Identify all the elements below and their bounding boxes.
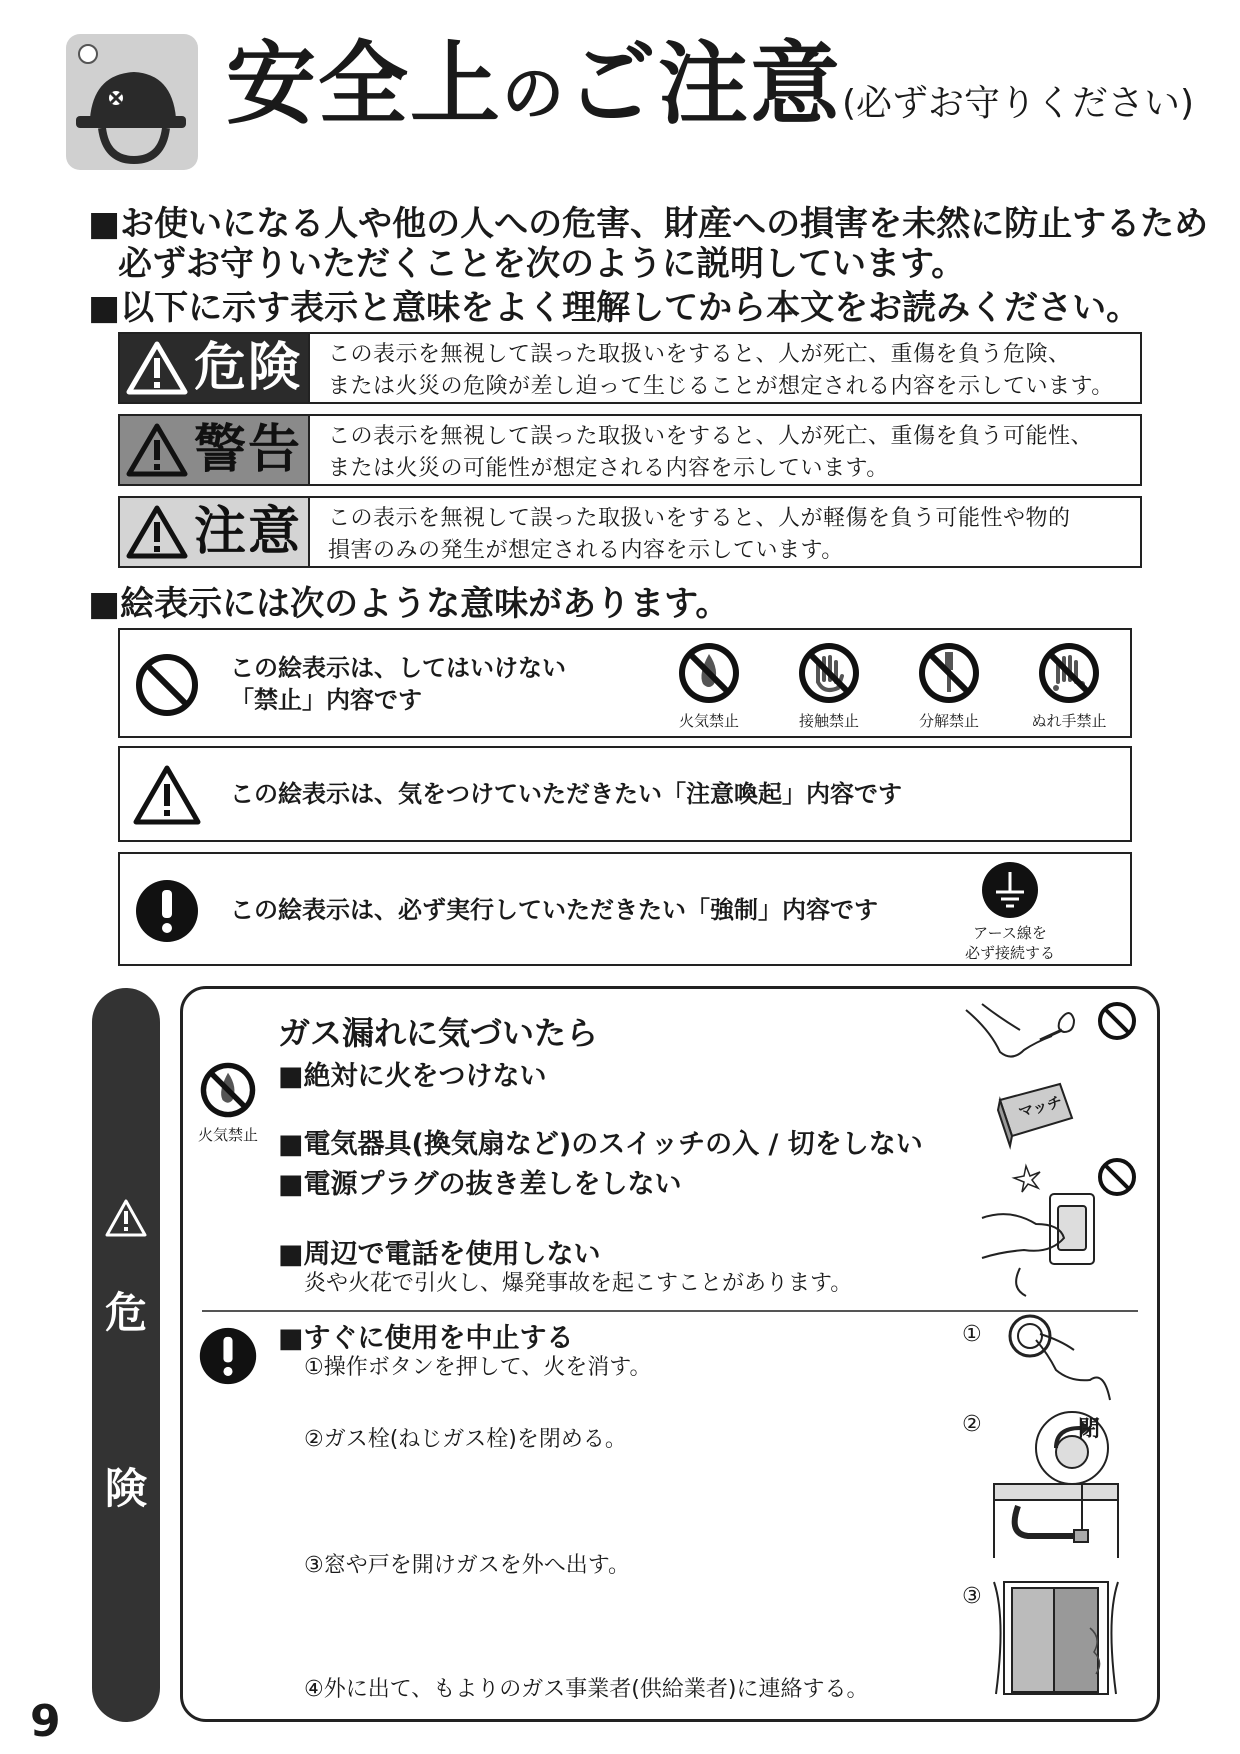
danger-tab-char-1: 危 [104, 1288, 147, 1337]
danger-side-tab [92, 988, 160, 1722]
level-danger-description [310, 334, 1140, 402]
match-box-label: マッチ [1016, 1092, 1065, 1122]
no-fire-icon [676, 640, 742, 706]
stop-use-title: ■すぐに使用を中止する [278, 1323, 574, 1354]
no-fire-label: 火気禁止 [197, 1126, 258, 1144]
step-3: ③窓や戸を開けガスを外へ出す。 [304, 1553, 630, 1578]
level-danger-label-area [120, 334, 310, 402]
match-lighting-illustration [960, 1000, 1090, 1150]
prohibit-text-2: 「禁止」内容です [230, 686, 422, 714]
intro-line-1: ■お使いになる人や他の人への危害、財産への損害を未然に防止するため [88, 204, 1209, 244]
step-4: ④外に出て、もよりのガス事業者(供給業者)に連絡する。 [304, 1677, 869, 1702]
plug-outlet-illustration [980, 1158, 1100, 1298]
no-fire-icon [198, 1060, 258, 1120]
section-divider [202, 1310, 1138, 1312]
level-danger-desc-line1: この表示を無視して誤った取扱いをすると、人が死亡、重傷を負う危険、 [328, 342, 1071, 367]
gas-pipe-illustration [992, 1480, 1120, 1560]
helmet-icon [72, 56, 192, 166]
gas-leak-item-4: ■周辺で電話を使用しない [278, 1239, 601, 1270]
danger-tab-char-2: 険 [104, 1464, 147, 1513]
page-title-part1: 安全上 [226, 32, 502, 137]
gas-leak-item-2: ■電気器具(換気扇など)のスイッチの入 / 切をしない [278, 1129, 923, 1160]
warning-triangle-icon [126, 505, 188, 559]
step-2: ②ガス栓(ねじガス栓)を閉める。 [304, 1427, 627, 1452]
page-subtitle: (必ずお守りください) [842, 83, 1195, 124]
intro-line-3: ■以下に示す表示と意味をよく理解してから本文をお読みください。 [88, 288, 1141, 328]
no-wet-hands-icon [1036, 640, 1102, 706]
gas-leak-item-1: ■絶対に火をつけない [278, 1061, 547, 1092]
mandatory-icon [198, 1326, 258, 1386]
page-title-no: の [502, 57, 567, 130]
no-touch-label: 接触禁止 [798, 712, 859, 730]
page-title [226, 32, 1195, 137]
level-caution-desc-line2: 損害のみの発生が想定される内容を示しています。 [328, 537, 844, 563]
page-number: 9 [30, 1696, 61, 1747]
level-danger-label: 危険 [193, 338, 302, 398]
level-danger-box [118, 332, 1142, 404]
illustration-number-1: ① [962, 1322, 982, 1347]
mandatory-icon [134, 878, 200, 944]
level-danger-desc-line2: または火災の危険が差し迫って生じることが想定される内容を示しています。 [328, 373, 1114, 399]
gas-valve-illustration [1026, 1408, 1118, 1488]
level-warning-desc-line2: または火災の可能性が想定される内容を示しています。 [328, 455, 889, 481]
level-caution-box [118, 496, 1142, 568]
push-button-illustration [1000, 1310, 1120, 1410]
earth-label-2: 必ず接続する [964, 944, 1055, 962]
caution-pictogram-text: この絵表示は、気をつけていただきたい「注意喚起」内容です [230, 780, 902, 808]
illustration-number-2: ② [962, 1412, 982, 1437]
prohibit-text-1: この絵表示は、してはいけない [230, 654, 566, 682]
step-1: ①操作ボタンを押して、火を消す。 [304, 1355, 652, 1380]
level-warning-box [118, 414, 1142, 486]
level-caution-label: 注意 [193, 502, 302, 562]
no-fire-label: 火気禁止 [678, 712, 739, 730]
gas-leak-title: ガス漏れに気づいたら [278, 1014, 599, 1052]
no-wet-hands-label: ぬれ手禁止 [1031, 712, 1107, 730]
danger-tab-triangle-icon [104, 1198, 148, 1238]
level-warning-desc-line1: この表示を無視して誤った取扱いをすると、人が死亡、重傷を負う可能性、 [328, 424, 1094, 449]
open-window-illustration [990, 1578, 1122, 1698]
no-touch-icon [796, 640, 862, 706]
prohibit-icon [134, 652, 200, 718]
level-caution-label-area [120, 498, 310, 566]
level-caution-desc-line1: この表示を無視して誤った取扱いをすると、人が軽傷を負う可能性や物的 [328, 506, 1071, 531]
level-caution-description [310, 498, 1140, 566]
earth-ground-icon [980, 860, 1040, 920]
gas-leak-item-3: ■電源プラグの抜き差しをしない [278, 1169, 682, 1200]
mandatory-pictogram-text: この絵表示は、必ず実行していただきたい「強制」内容です [230, 896, 878, 924]
level-warning-label: 警告 [193, 420, 302, 480]
prohibit-icon [1096, 1156, 1138, 1198]
close-label: 閉 [1078, 1417, 1101, 1442]
warning-triangle-icon [126, 423, 188, 477]
level-warning-label-area [120, 416, 310, 484]
no-disassembly-label: 分解禁止 [918, 712, 979, 730]
earth-label-1: アース線を [973, 924, 1047, 942]
page-title-part2: ご注意 [566, 32, 843, 137]
intro-line-4: ■絵表示には次のような意味があります。 [88, 584, 730, 624]
intro-line-2: 必ずお守りいただくことを次のように説明しています。 [118, 244, 966, 284]
warning-triangle-icon [126, 341, 188, 395]
caution-triangle-icon [132, 764, 202, 826]
no-disassembly-icon [916, 640, 982, 706]
illustration-number-3: ③ [962, 1584, 982, 1609]
level-warning-description [310, 416, 1140, 484]
gas-leak-note: 炎や火花で引火し、爆発事故を起こすことがあります。 [304, 1271, 853, 1296]
prohibit-icon [1096, 1000, 1138, 1042]
